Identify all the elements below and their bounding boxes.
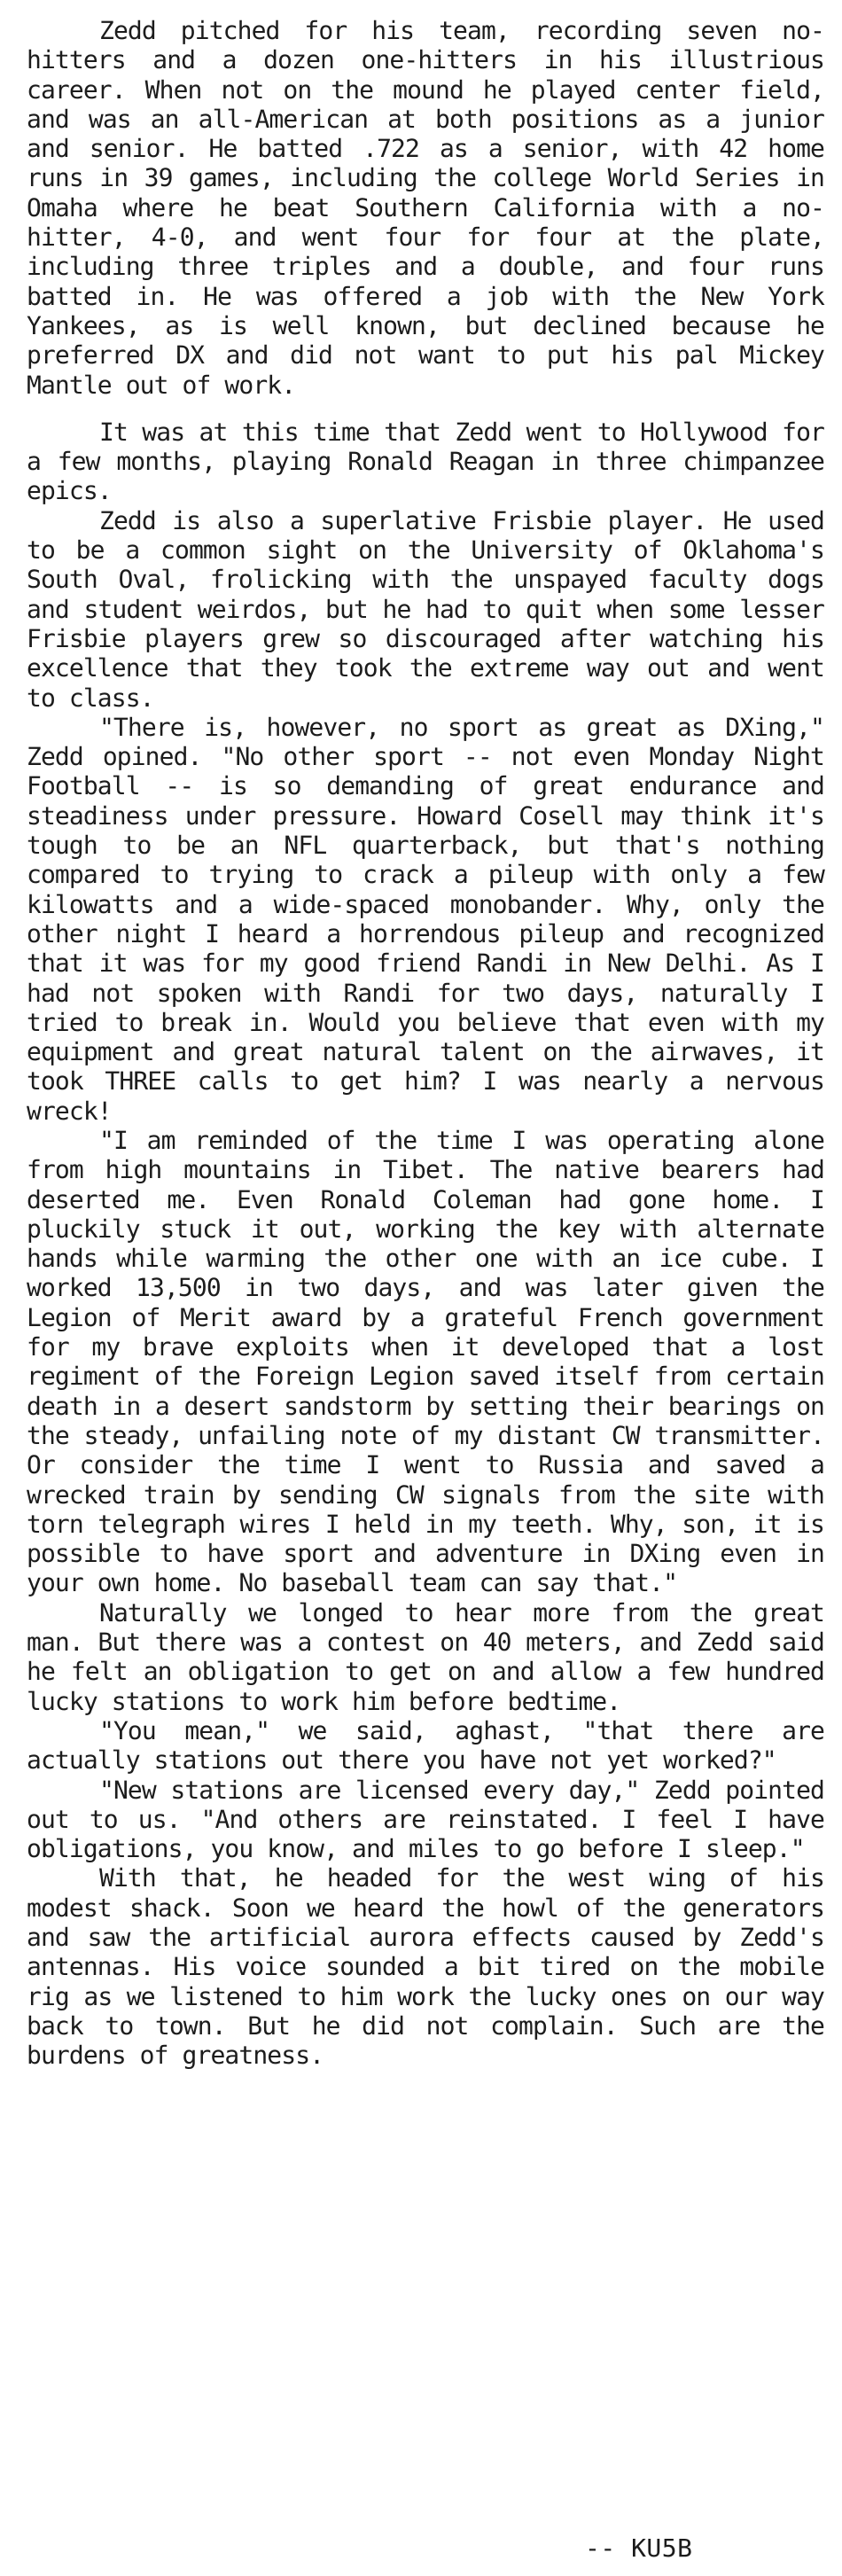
- paragraph-frisbie: Zedd is also a superlative Frisbie player. He used to be a common sight on the University of Oklahoma's South Oval, frolicking with the unspayed faculty dogs and student weirdos, but he had to quit when some lesser Frisbie players grew so discouraged after watching his excellence that they took the extreme way out and went to class.: [27, 505, 824, 713]
- author-signature: -- KU5B: [585, 2533, 693, 2563]
- paragraph-dxing-sport: "There is, however, no sport as great as DXing," Zedd opined. "No other sport -- not even Monday Night Football -- is so demanding of great endurance and steadiness under pressure. Howard Cosell may think it's tough to be an NFL quarterback, but that's nothing compared to trying to crack a pileup with only a few kilowatts and a wide-spaced monobander. Why, only the other night I heard a horrendous pileup and recognized that it was for my good friend Randi in New Delhi. As I had not spoken with Randi for two days, naturally I tried to break in. Would you believe that even with my equipment and great natural talent on the airwaves, it took THREE calls to get him? I was nearly a nervous wreck!: [27, 712, 824, 1126]
- paragraph-baseball-career: Zedd pitched for his team, recording seven no-hitters and a dozen one-hitters in his illustrious career. When not on the mound he played center field, and was an all-American at both positions as a junior and senior. He batted .722 as a senior, with 42 home runs in 39 games, including the college World Series in Omaha where he beat Southern California with a no-hitter, 4-0, and went four for four at the plate, including three triples and a double, and four runs batted in. He was offered a job with the New York Yankees, as is well known, but declined because he preferred DX and did not want to put his pal Mickey Mantle out of work.: [27, 16, 824, 400]
- paragraph-contest: Naturally we longed to hear more from the great man. But there was a contest on 40 meters, and Zedd said he felt an obligation to get on and allow a few hundred lucky stations to work him before bedtime.: [27, 1597, 824, 1716]
- article-body: [27, 16, 824, 2070]
- paragraph-closing: With that, he headed for the west wing of his modest shack. Soon we heard the howl of the generators and saw the artificial aurora effects caused by Zedd's antennas. His voice sounded a bit tired on the mobile rig as we listened to him work the lucky ones on our way back to town. But he did not complain. Such are the burdens of greatness.: [27, 1863, 824, 2071]
- paragraph-hollywood: It was at this time that Zedd went to Hollywood for a few months, playing Ronald Reagan in three chimpanzee epics.: [27, 417, 824, 506]
- paragraph-new-stations: "New stations are licensed every day," Zedd pointed out to us. "And others are reinstated. I feel I have obligations, you know, and miles to go before I sleep.": [27, 1775, 824, 1864]
- paragraph-tibet-story: "I am reminded of the time I was operating alone from high mountains in Tibet. The native bearers had deserted me. Even Ronald Coleman had gone home. I pluckily stuck it out, working the key with alternate hands while warming the other one with an ice cube. I worked 13,500 in two days, and was later given the Legion of Merit award by a grateful French government for my brave exploits when it developed that a lost regiment of the Foreign Legion saved itself from certain death in a desert sandstorm by setting their bearings on the steady, unfailing note of my distant CW transmitter. Or consider the time I went to Russia and saved a wrecked train by sending CW signals from the site with torn telegraph wires I held in my teeth. Why, son, it is possible to have sport and adventure in DXing even in your own home. No baseball team can say that.": [27, 1125, 824, 1598]
- paragraph-you-mean: "You mean," we said, aghast, "that there are actually stations out there you have not yet worked?": [27, 1715, 824, 1776]
